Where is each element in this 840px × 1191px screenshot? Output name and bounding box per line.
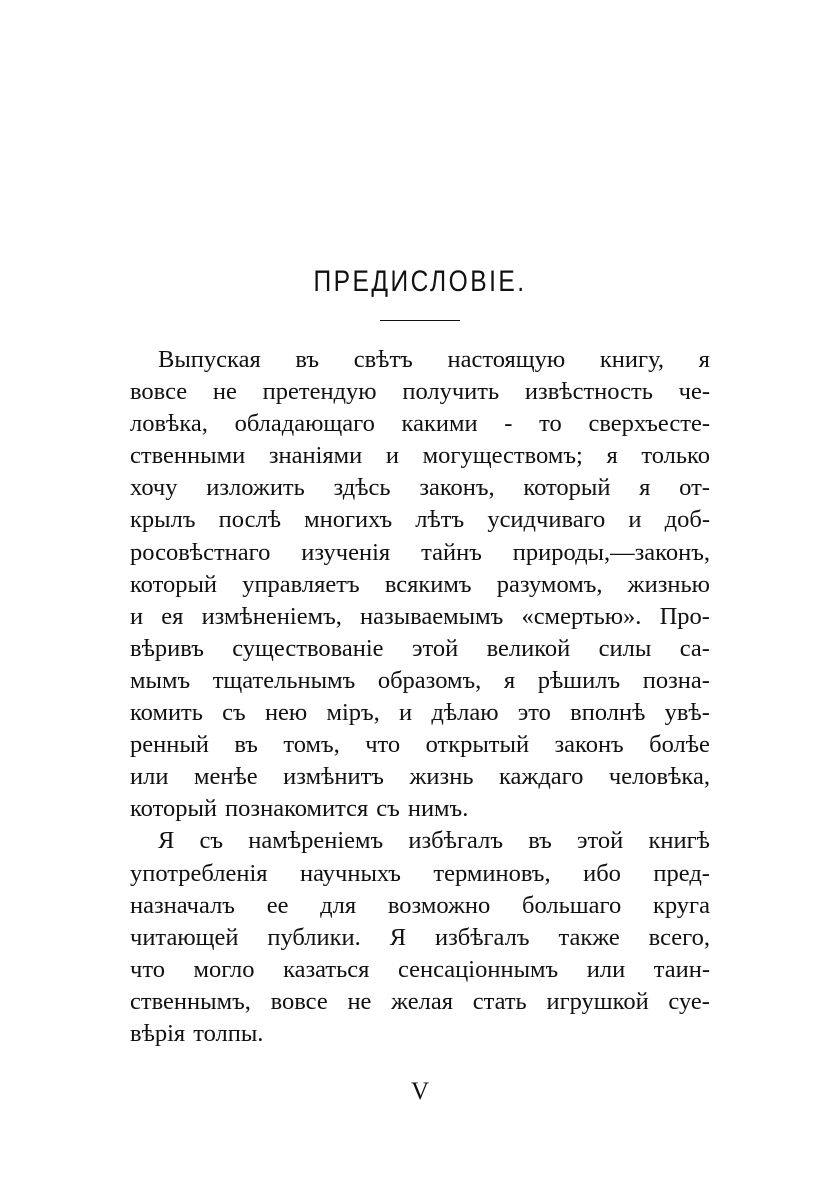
text-line: крылъ послѣ многихъ лѣтъ усидчиваго и доб- [130,506,710,534]
text-line: употребленiя научныхъ терминовъ, ибо пред- [130,859,710,887]
text-line: читающей публики. Я избѣгалъ также всего, [130,923,710,951]
text-line: ственными знанiями и могуществомъ; я только [130,442,710,470]
page-number: V [410,1078,430,1105]
paragraph [130,825,710,1050]
text-line: и ея измѣненiемъ, называемымъ «смертью». Про- [130,602,710,630]
text-line: ловѣка, обладающаго какими - то сверхъесте- [130,410,710,438]
text-line: вѣрiя толпы. [130,1019,264,1047]
text-line: ственнымъ, вовсе не желая стать игрушкой суе- [130,987,710,1015]
text-line: хочу изложить здѣсь законъ, который я от- [130,474,710,502]
text-line: мымъ тщательнымъ образомъ, я рѣшилъ позна- [130,666,710,694]
text-line: который познакомится съ нимъ. [130,795,469,823]
text-line: который управляетъ всякимъ разумомъ, жизнью [130,570,710,598]
paragraph [130,344,710,825]
title-divider [380,320,460,321]
text-line: комить съ нею мiръ, и дѣлаю это вполнѣ увѣ- [130,699,710,727]
page-title: ПРЕДИСЛОВIЕ. [313,265,527,298]
text-line: вовсе не претендую получить извѣстность че- [130,378,710,406]
text-line: или менѣе измѣнитъ жизнь каждаго человѣка, [130,763,710,791]
text-line: росовѣстнаго изученiя тайнъ природы,—законъ, [130,538,710,566]
text-line: Выпуская въ свѣтъ настоящую книгу, я [158,346,710,373]
text-line: Я съ намѣренiемъ избѣгалъ въ этой книгѣ [158,827,710,855]
text-line: вѣривъ существованiе этой великой силы са- [130,634,710,662]
text-line: ренный въ томъ, что открытый законъ болѣе [130,731,710,759]
text-line: назначалъ ее для возможно большаго круга [130,891,710,919]
text-line: что могло казаться сенсацiоннымъ или таин- [130,955,710,983]
preface-text [130,344,710,1050]
